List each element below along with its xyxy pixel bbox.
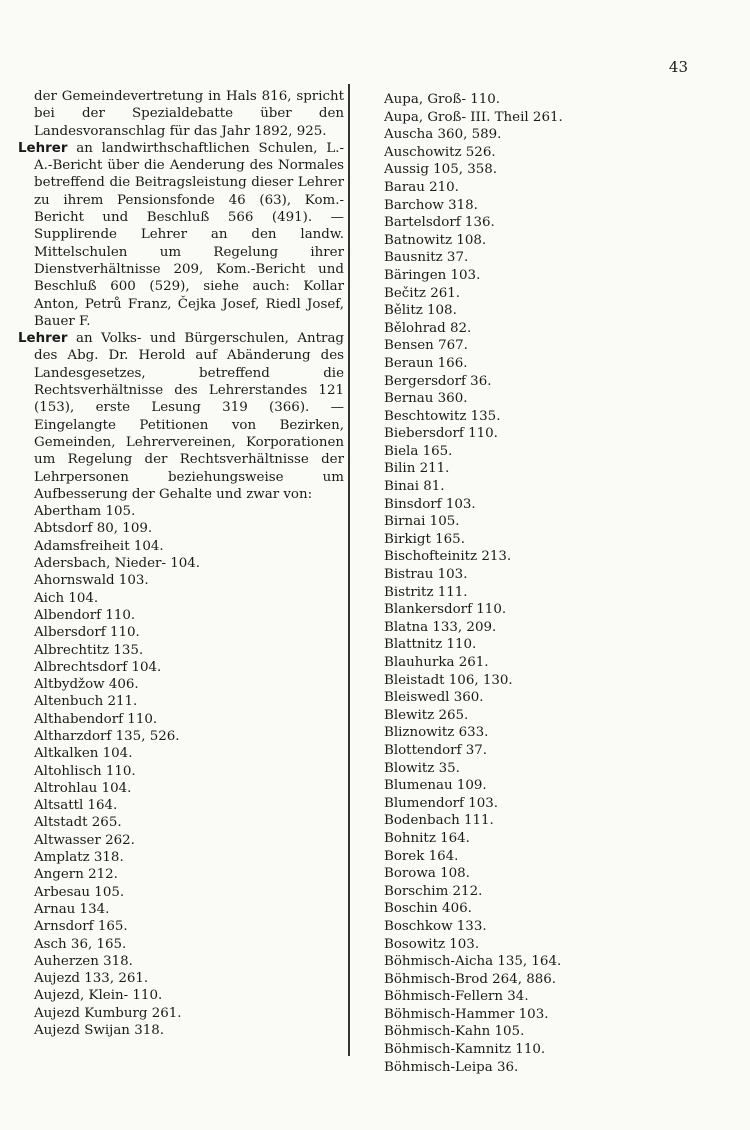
place-entry: Boschin 406. [384, 901, 472, 917]
place-entry: Birnai 105. [384, 514, 460, 530]
place-entry: Asch 36, 165. [34, 936, 127, 952]
place-entry: Bäringen 103. [384, 267, 481, 283]
place-entry: Arnau 134. [34, 901, 110, 917]
place-entry: Auherzen 318. [34, 953, 133, 969]
entry-text: an Volks- und Bürgerschulen, Antrag des Abg. Dr. Herold auf Abänderung des Landesgesetzes, betreffend die Rechtsverhältnisse des Lehrerstandes 121 (153), erste Lesung 319 (366). — Eingelangte Petitionen von Bezirken, Gemeinden, Lehrervereinen, Korporationen um Regelung der Rechtsverhältnisse der Lehrpersonen beziehungsweise um Aufbesserung der Gehalte und zwar von: [34, 331, 344, 502]
place-entry: Böhmisch-Aicha 135, 164. [384, 954, 562, 970]
entry-heading: Lehrer [18, 140, 68, 156]
right-place-list [384, 91, 724, 1076]
place-entry: Bečitz 261. [384, 285, 461, 301]
place-entry: Bartelsdorf 136. [384, 215, 495, 231]
place-entry: Böhmisch-Brod 264, 886. [384, 971, 557, 987]
index-entry-lehrer-landwirtschaft [18, 140, 344, 330]
entry-heading: Lehrer [18, 331, 68, 347]
place-entry: Angern 212. [34, 867, 118, 883]
place-entry: Aussig 105, 358. [384, 162, 498, 178]
place-entry: Borschim 212. [384, 883, 483, 899]
continuation-text: der Gemeindevertretung in Hals 816, spricht bei der Spezialdebatte über den Landesvoranschlag für das Jahr 1892, 925. [34, 89, 344, 139]
column-divider [348, 84, 350, 1056]
place-entry: Blankersdorf 110. [384, 602, 507, 618]
place-entry: Blumendorf 103. [384, 795, 499, 811]
place-entry: Blowitz 35. [384, 760, 460, 776]
place-entry: Blatna 133, 209. [384, 619, 497, 635]
left-place-list [18, 503, 344, 1039]
place-entry: Binai 81. [384, 479, 445, 495]
place-entry: Aujezd, Klein- 110. [34, 988, 163, 1004]
page-number: 43 [668, 58, 688, 76]
place-entry: Altkalken 104. [34, 746, 133, 762]
place-entry: Blewitz 265. [384, 707, 469, 723]
place-entry: Beschtowitz 135. [384, 408, 501, 424]
place-entry: Altharzdorf 135, 526. [34, 728, 180, 744]
place-entry: Blottendorf 37. [384, 742, 488, 758]
place-entry: Böhmisch-Kahn 105. [384, 1024, 525, 1040]
place-entry: Binsdorf 103. [384, 496, 476, 512]
place-entry: Bělohrad 82. [384, 320, 472, 336]
place-entry: Amplatz 318. [34, 850, 124, 866]
place-entry: Bleistadt 106, 130. [384, 672, 513, 688]
place-entry: Ahornswald 103. [34, 573, 149, 589]
place-entry: Batnowitz 108. [384, 232, 487, 248]
place-entry: Altohlisch 110. [34, 763, 136, 779]
place-entry: Bodenbach 111. [384, 813, 494, 829]
place-entry: Biela 165. [384, 443, 453, 459]
place-entry: Altwasser 262. [34, 832, 135, 848]
place-entry: Albrechtitz 135. [34, 642, 144, 658]
place-entry: Böhmisch-Leipa 36. [384, 1059, 519, 1075]
place-entry: Abtsdorf 80, 109. [34, 521, 153, 537]
place-entry: Aujezd 133, 261. [34, 971, 149, 987]
place-entry: Blattnitz 110. [384, 637, 477, 653]
place-entry: Bistrau 103. [384, 567, 468, 583]
place-entry: Altstadt 265. [34, 815, 122, 831]
place-entry: Bohnitz 164. [384, 830, 470, 846]
place-entry: Altsattl 164. [34, 798, 118, 814]
place-entry: Adersbach, Nieder- 104. [34, 556, 201, 572]
place-entry: Bergersdorf 36. [384, 373, 492, 389]
place-entry: Altbydžow 406. [34, 677, 139, 693]
place-entry: Aujezd Swijan 318. [34, 1023, 165, 1039]
place-entry: Aich 104. [34, 590, 99, 606]
place-entry: Bliznowitz 633. [384, 725, 489, 741]
place-entry: Bilin 211. [384, 461, 450, 477]
place-entry: Böhmisch-Fellern 34. [384, 989, 529, 1005]
place-entry: Bleiswedl 360. [384, 690, 484, 706]
place-entry: Bosowitz 103. [384, 936, 480, 952]
place-entry: Barchow 318. [384, 197, 478, 213]
place-entry: Blumenau 109. [384, 778, 487, 794]
place-entry: Beraun 166. [384, 355, 468, 371]
place-entry: Bausnitz 37. [384, 250, 469, 266]
place-entry: Borowa 108. [384, 866, 470, 882]
place-entry: Altenbuch 211. [34, 694, 138, 710]
place-entry: Bělitz 108. [384, 303, 457, 319]
place-entry: Bernau 360. [384, 391, 468, 407]
place-entry: Auscha 360, 589. [384, 127, 502, 143]
right-column [384, 91, 724, 1076]
place-entry: Bischofteinitz 213. [384, 549, 512, 565]
place-entry: Adamsfreiheit 104. [34, 538, 164, 554]
place-entry: Böhmisch-Kamnitz 110. [384, 1042, 546, 1058]
entry-text: an landwirthschaftlichen Schulen, L.-A.-Bericht über die Aenderung des Normales betreffend die Beitragsleistung dieser Lehrer zu ihrem Pensionsfonde 46 (63), Kom.-Bericht und Beschluß 566 (491). — Supplirende Lehrer an den landw. Mittelschulen um Regelung ihrer Dienstverhältnisse 209, Kom.-Bericht und Beschluß 600 (529), siehe auch: Kollar Anton, Petrů Franz, Čejka Josef, Riedl Josef, Bauer F. [34, 140, 344, 329]
place-entry: Althabendorf 110. [34, 711, 158, 727]
place-entry: Borek 164. [384, 848, 459, 864]
place-entry: Bistritz 111. [384, 584, 468, 600]
place-entry: Auschowitz 526. [384, 144, 496, 160]
place-entry: Aujezd Kumburg 261. [34, 1005, 182, 1021]
place-entry: Biebersdorf 110. [384, 426, 498, 442]
place-entry: Abertham 105. [34, 504, 136, 520]
place-entry: Birkigt 165. [384, 531, 465, 547]
place-entry: Blauhurka 261. [384, 655, 489, 670]
place-entry: Bensen 767. [384, 338, 468, 354]
place-entry: Altrohlau 104. [34, 780, 132, 796]
place-entry: Böhmisch-Hammer 103. [384, 1006, 549, 1022]
place-entry: Aupa, Groß- 110. [384, 92, 501, 107]
place-entry: Barau 210. [384, 179, 459, 195]
place-entry: Boschkow 133. [384, 918, 487, 934]
place-entry: Albendorf 110. [34, 607, 136, 623]
place-entry: Albersdorf 110. [34, 625, 140, 641]
place-entry: Albrechtsdorf 104. [34, 659, 162, 675]
place-entry: Arbesau 105. [34, 884, 125, 900]
index-entry-lehrer-volksschulen [18, 330, 344, 503]
place-entry: Arnsdorf 165. [34, 919, 128, 935]
place-entry: Aupa, Groß- III. Theil 261. [384, 109, 563, 125]
left-column [18, 88, 344, 1039]
